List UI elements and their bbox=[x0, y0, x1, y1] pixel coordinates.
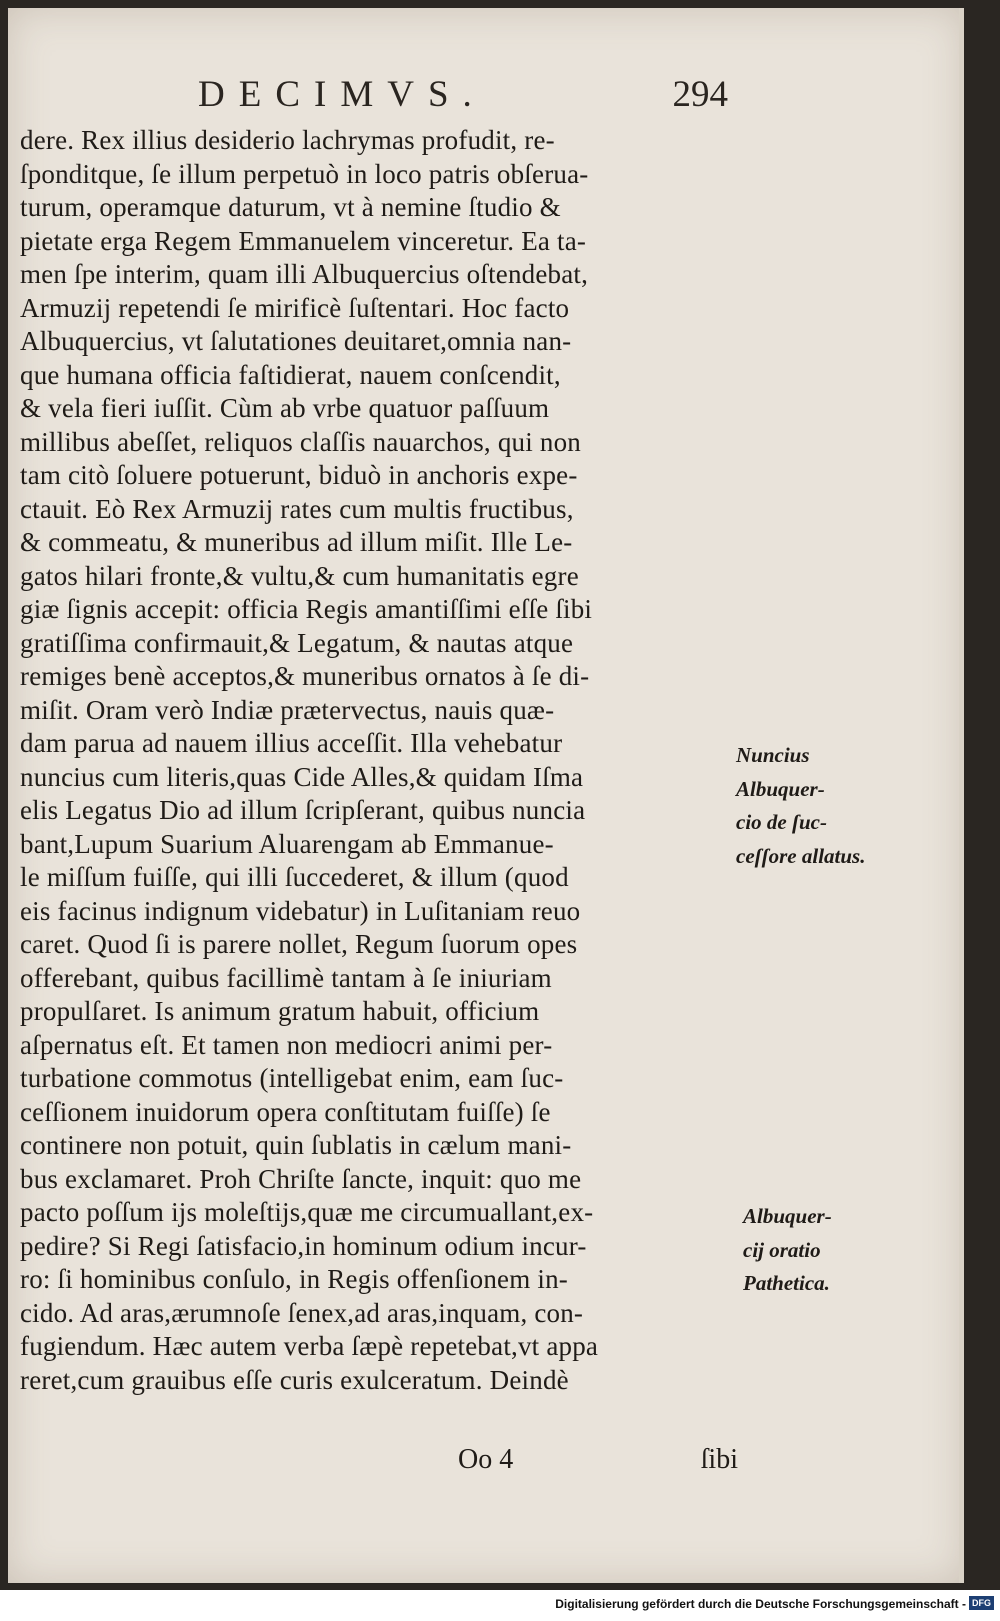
page-number: 294 bbox=[672, 74, 728, 115]
text-line: remiges benè acceptos,& muneribus ornatos à ſe di- bbox=[20, 661, 590, 691]
signature-mark: Oo 4 bbox=[458, 1444, 514, 1475]
credit-bar bbox=[0, 1590, 1000, 1621]
text-line: propulſaret. Is animum gratum habuit, officium bbox=[20, 996, 540, 1026]
text-line: dam parua ad nauem illius acceſſit. Illa vehebatur bbox=[20, 728, 563, 758]
text-line: pietate erga Regem Emmanuelem vinceretur. Ea ta- bbox=[20, 225, 587, 256]
marginal-note-line: Pathetica. bbox=[743, 1271, 830, 1295]
text-line: men ſpe interim, quam illi Albuquercius oſtendebat, bbox=[20, 259, 589, 289]
text-line: eis facinus indignum videbatur) in Luſitaniam reuo bbox=[20, 895, 581, 926]
text-line: & vela fieri iuſſit. Cùm ab vrbe quatuor paſſuum bbox=[20, 393, 550, 423]
text-line: miſit. Oram verò Indiæ prætervectus, nauis quæ- bbox=[20, 694, 555, 725]
marginal-note-line: Albuquer- bbox=[743, 1204, 832, 1228]
marginal-note-oratio bbox=[743, 1200, 943, 1301]
text-line: Armuzij repetendi ſe mirificè ſuſtentari. Hoc facto bbox=[20, 292, 570, 323]
page-header bbox=[188, 73, 728, 123]
text-line: giæ ſignis accepit: officia Regis amantiſſimi eſſe ſibi bbox=[20, 594, 593, 624]
marginal-note-line: ceſſore allatus. bbox=[736, 843, 866, 868]
text-line: aſpernatus eſt. Et tamen non mediocri animi per- bbox=[20, 1029, 553, 1060]
text-line: bus exclamaret. Proh Chriſte ſancte, inquit: quo me bbox=[20, 1163, 582, 1194]
text-line: ceſſionem inuidorum opera conſtitutam fuiſſe) ſe bbox=[20, 1096, 551, 1127]
main-text-block bbox=[20, 124, 720, 1397]
running-head: DECIMVS. bbox=[198, 74, 486, 115]
marginal-note-nuncius bbox=[736, 739, 936, 873]
marginal-note-line: Nuncius bbox=[736, 743, 810, 767]
page-footer bbox=[458, 1444, 738, 1484]
text-line: reret,cum grauibus eſſe curis exulceratum. Deindè bbox=[20, 1364, 569, 1395]
text-line: le miſſum fuiſſe, qui illi ſuccederet, & illum (quod bbox=[20, 862, 569, 892]
text-line: que humana officia faſtidierat, nauem conſcendit, bbox=[20, 359, 561, 390]
text-line: gratiſſima confirmauit,& Legatum, & nautas atque bbox=[20, 627, 574, 658]
book-page bbox=[8, 8, 964, 1583]
text-line: dere. Rex illius desiderio lachrymas profudit, re- bbox=[20, 125, 555, 155]
text-line: continere non potuit, quin ſublatis in cælum mani- bbox=[20, 1130, 572, 1160]
text-line: turbatione commotus (intelligebat enim, eam ſuc- bbox=[20, 1063, 564, 1093]
text-line: millibus abeſſet, reliquos claſſis nauarchos, qui non bbox=[20, 426, 581, 457]
text-line: fugiendum. Hæc autem verba ſæpè repetebat,vt appa bbox=[20, 1331, 599, 1361]
dfg-logo-icon: DFG bbox=[969, 1596, 994, 1610]
marginal-note-line: cio de ſuc- bbox=[736, 810, 827, 834]
text-line: offerebant, quibus facillimè tantam à ſe iniuriam bbox=[20, 962, 552, 993]
text-line: tam citò ſoluere potuerunt, biduò in anchoris expe- bbox=[20, 460, 578, 490]
marginal-note-line: Albuquer- bbox=[736, 776, 825, 801]
text-line: ſponditque, ſe illum perpetuò in loco patris obſerua- bbox=[20, 158, 589, 189]
text-line: turum, operamque daturum, vt à nemine ſtudio & bbox=[20, 192, 561, 222]
text-line: Albuquercius, vt ſalutationes deuitaret,omnia nan- bbox=[20, 326, 572, 356]
text-line: elis Legatus Dio ad illum ſcripſerant, quibus nuncia bbox=[20, 795, 586, 825]
funding-credit: Digitalisierung gefördert durch die Deutsche Forschungsgemeinschaft - bbox=[555, 1597, 966, 1611]
text-line: ro: ſi hominibus conſulo, in Regis offenſionem in- bbox=[20, 1264, 568, 1294]
text-line: bant,Lupum Suarium Aluarengam ab Emmanue- bbox=[20, 828, 554, 859]
page-edge bbox=[959, 8, 964, 1583]
marginal-note-line: cij oratio bbox=[743, 1237, 821, 1262]
text-line: cido. Ad aras,ærumnoſe ſenex,ad aras,inquam, con- bbox=[20, 1297, 584, 1328]
catchword: ſibi bbox=[700, 1444, 738, 1475]
text-line: pacto poſſum ijs moleſtijs,quæ me circumuallant,ex- bbox=[20, 1197, 594, 1227]
text-line: & commeatu, & muneribus ad illum miſit. Ille Le- bbox=[20, 527, 573, 557]
text-line: ctauit. Eò Rex Armuzij rates cum multis fructibus, bbox=[20, 493, 574, 524]
text-line: pedire? Si Regi ſatisfacio,in hominum odium incur- bbox=[20, 1230, 587, 1261]
text-line: caret. Quod ſi is parere nollet, Regum ſuorum opes bbox=[20, 929, 578, 959]
text-line: nuncius cum literis,quas Cide Alles,& quidam Iſma bbox=[20, 761, 584, 792]
text-line: gatos hilari fronte,& vultu,& cum humanitatis egre bbox=[20, 560, 579, 591]
